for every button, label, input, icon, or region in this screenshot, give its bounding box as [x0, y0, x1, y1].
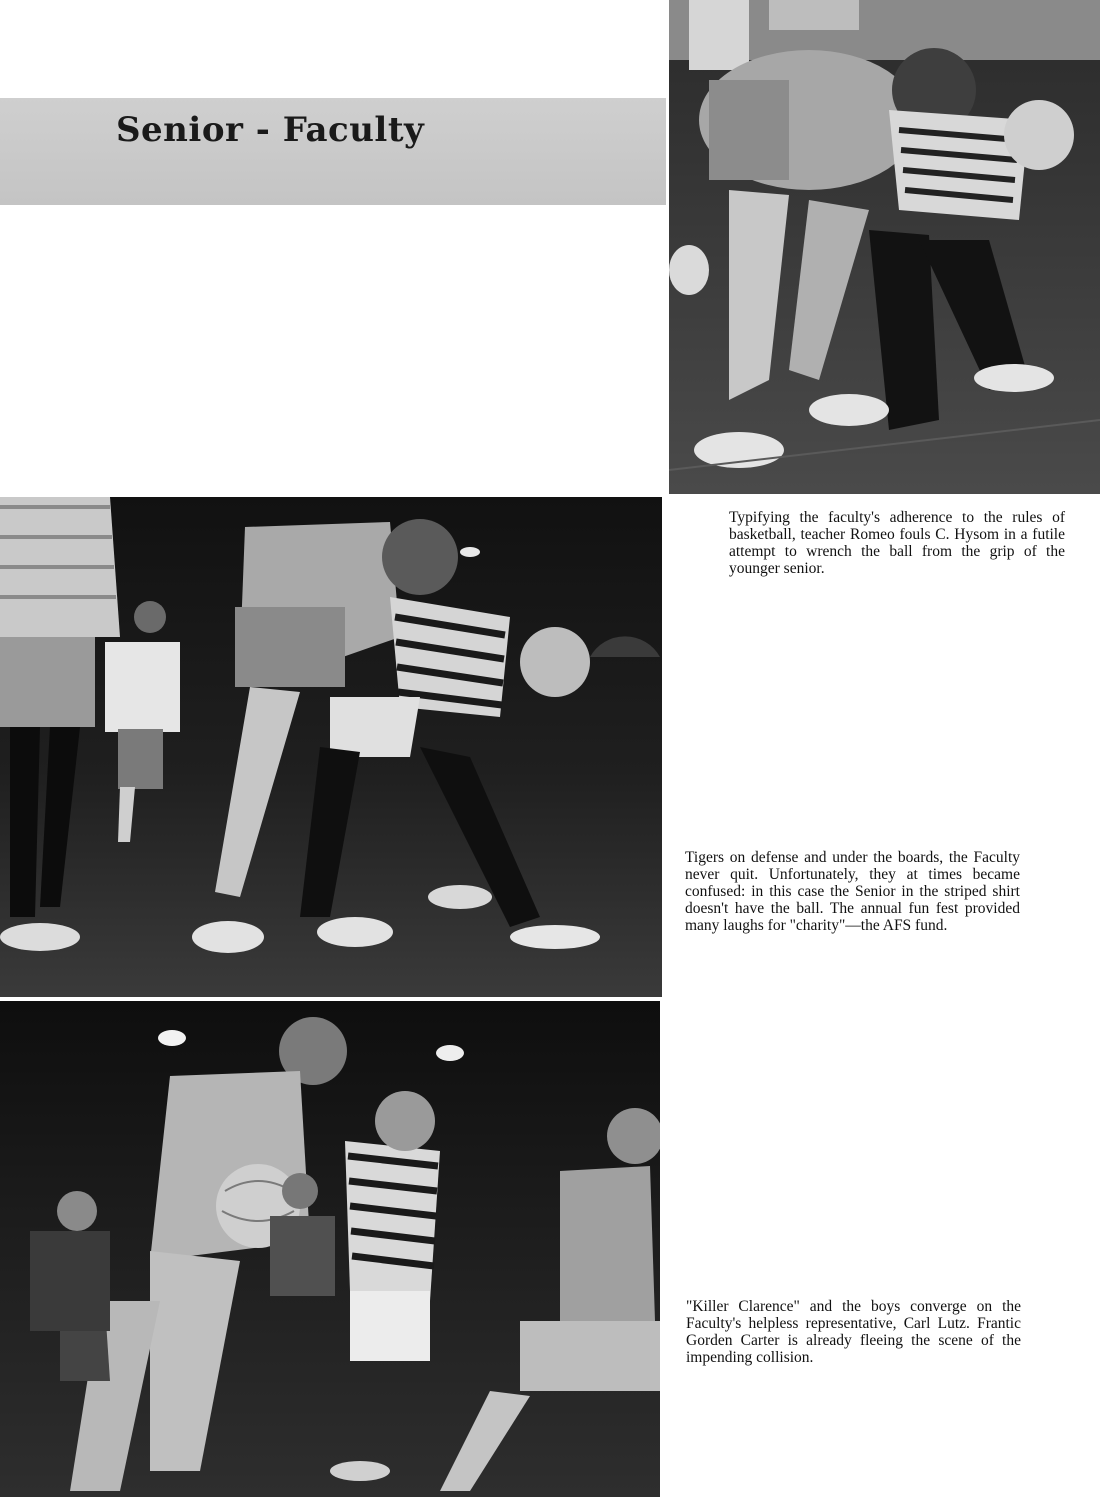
caption-tigers-on-defense: Tigers on defense and under the boards, the Faculty never quit. Unfortunately, they at times became confused: in this case the Senior in the striped shirt doesn't have the ball. The annual fun fest provided many laughs for "charity"—the AFS fund. [685, 849, 1020, 934]
photograph-icon [0, 497, 662, 997]
killer-clarence-photo [0, 1001, 660, 1497]
photograph-icon [669, 0, 1100, 494]
page-title: Senior - Faculty [116, 110, 425, 150]
caption-faculty-fouls: Typifying the faculty's adherence to the rules of basketball, teacher Romeo fouls C. Hysom in a futile attempt to wrench the ball from the grip of the younger senior. [729, 509, 1065, 577]
photograph-icon [0, 1001, 660, 1497]
faculty-fouls-senior-photo [669, 0, 1100, 494]
caption-killer-clarence: "Killer Clarence" and the boys converge on the Faculty's helpless representative, Carl Lutz. Frantic Gorden Carter is already fleeing the scene of the impending collision. [686, 1298, 1021, 1366]
tigers-on-defense-photo [0, 497, 662, 997]
